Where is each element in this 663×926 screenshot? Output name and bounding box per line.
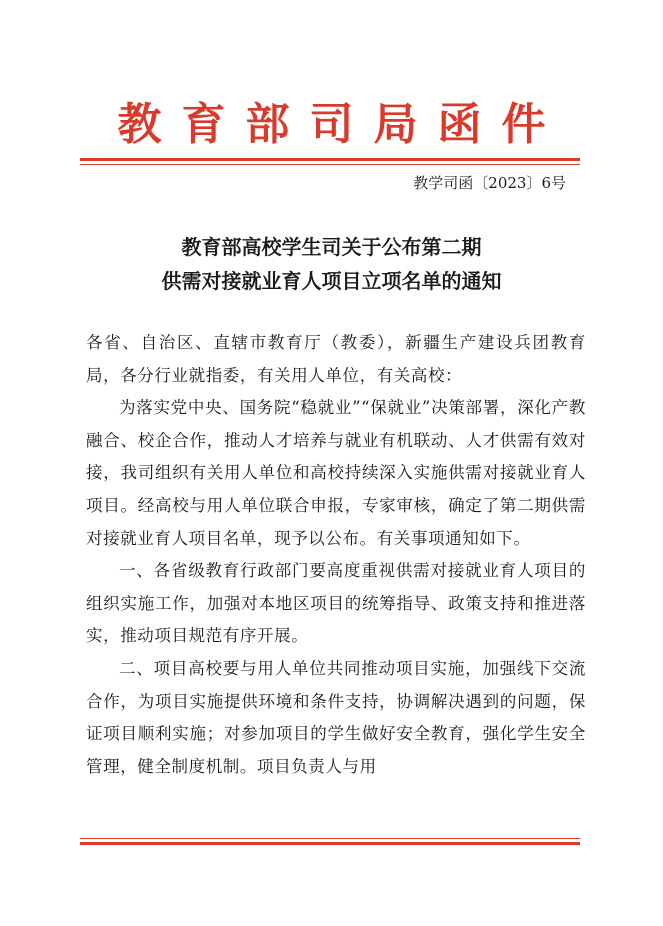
salutation: 各省、自治区、直辖市教育厅（教委），新疆生产建设兵团教育局，各分行业就指委，有关用人单位，有关高校： (86, 333, 586, 385)
paragraph-item-2: 二、项目高校要与用人单位共同推动项目实施，加强线下交流合作，为项目实施提供环境和条件支持，协调解决遇到的问题，保证项目顺利实施；对参加项目的学生做好安全教育，强化学生安全管理，健全制度机制。项目负责人与用 (86, 658, 586, 776)
paragraph-item-1: 一、各省级教育行政部门要高度重视供需对接就业育人项目的组织实施工作，加强对本地区项目的统筹指导、政策支持和推进落实，推动项目规范有序开展。 (86, 561, 586, 646)
document-number: 教学司函〔2023〕6号 (413, 174, 566, 192)
paragraph-intro: 为落实党中央、国务院“稳就业”“保就业”决策部署，深化产教融合、校企合作，推动人才培养与就业有机联动、人才供需有效对接，我司组织有关用人单位和高校持续深入实施供需对接就业育人项目。经高校与用人单位联合申报，专家审核，确定了第二期供需对接就业育人项目名单，现予以公布。有关事项通知如下。 (86, 398, 586, 548)
document-title (0, 230, 663, 298)
letterhead-title: 教育部司局函件 (117, 99, 566, 150)
document-title-line-1: 教育部高校学生司关于公布第二期 (181, 235, 482, 259)
footer-divider (80, 838, 580, 845)
document-body (86, 327, 586, 783)
document-title-line-2: 供需对接就业育人项目立项名单的通知 (161, 269, 502, 293)
header-divider (80, 158, 580, 165)
